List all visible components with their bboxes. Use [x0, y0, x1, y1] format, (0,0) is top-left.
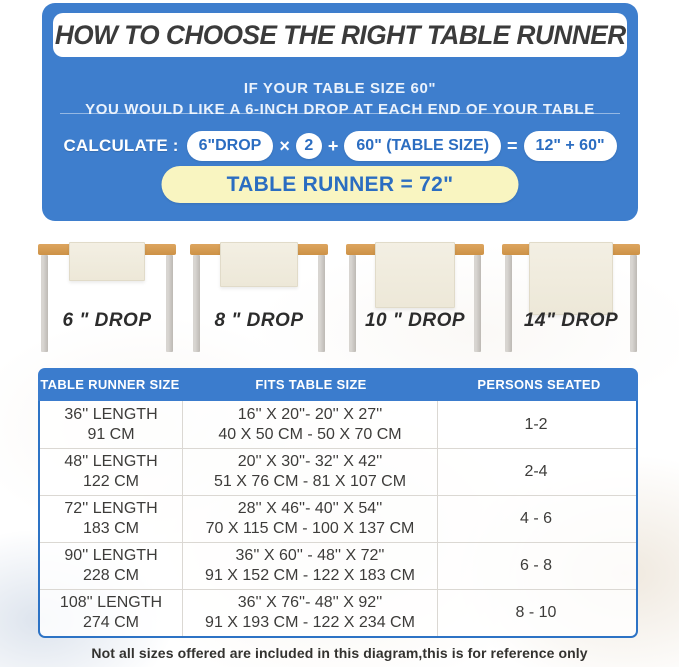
fits-size-cm: 91 X 193 CM - 122 X 234 CM: [205, 614, 415, 631]
table-row: [40, 448, 636, 495]
runner-size-cell: [40, 449, 182, 495]
size-table: [38, 368, 638, 638]
multiplier-circle: 2: [296, 133, 322, 159]
column-header-persons: PERSONS SEATED: [477, 377, 601, 392]
page-title: HOW TO CHOOSE THE RIGHT TABLE RUNNER: [54, 19, 626, 50]
drop-label: 14" DROP: [523, 310, 619, 331]
column-header-runner-size: TABLE RUNNER SIZE: [40, 377, 180, 392]
fits-size-in: 16'' X 20''- 20'' X 27'': [237, 405, 383, 423]
runner-length-in: 48'' LENGTH: [64, 453, 158, 470]
footnote: Not all sizes offered are included in this diagram,this is for reference only: [91, 645, 588, 661]
runner-size-cell: [40, 496, 182, 542]
table-figure-6in: [38, 244, 176, 354]
runner-length-cm: 274 CM: [82, 614, 140, 631]
runner-drape: [375, 242, 455, 308]
table-row: [40, 495, 636, 542]
plus-sign: +: [327, 135, 339, 156]
runner-size-cell: [40, 401, 182, 448]
table-figure-10in: [346, 244, 484, 354]
calculate-label: CALCULATE :: [63, 136, 179, 155]
fits-size-cm: 51 X 76 CM - 81 X 107 CM: [213, 473, 407, 490]
fits-size-cell: [182, 401, 438, 448]
runner-drape: [220, 242, 298, 287]
runner-length-cm: 228 CM: [82, 567, 140, 584]
drop-label: 6 " DROP: [62, 310, 152, 331]
header-panel: [42, 3, 638, 221]
table-figure-8in: [190, 244, 328, 354]
fits-size-cell: [182, 590, 438, 636]
table-row: [40, 589, 636, 636]
equals-sign: =: [507, 135, 518, 156]
table-row: [40, 401, 636, 448]
column-header-fits-table: FITS TABLE SIZE: [255, 377, 367, 392]
multiply-sign: ×: [279, 135, 290, 156]
runner-length-in: 108'' LENGTH: [59, 594, 163, 611]
runner-size-cell: [40, 590, 182, 636]
persons-cell: 6 - 8: [519, 557, 552, 574]
fits-size-in: 36'' X 60'' - 48'' X 72'': [235, 547, 385, 564]
runner-length-in: 72'' LENGTH: [64, 500, 158, 517]
runner-length-cm: 91 CM: [87, 425, 135, 443]
table-leg: [318, 255, 325, 352]
drop-label: 8 " DROP: [214, 310, 304, 331]
table-leg: [41, 255, 48, 352]
runner-size-cell: [40, 543, 182, 589]
table-leg: [349, 255, 356, 352]
table-leg: [193, 255, 200, 352]
title-banner: [53, 13, 627, 57]
runner-length-cm: 183 CM: [82, 520, 140, 537]
drop-label: 10 " DROP: [364, 310, 466, 331]
sum-pill: 12" + 60": [524, 131, 617, 161]
fits-size-cell: [182, 496, 438, 542]
fits-size-in: 20'' X 30''- 32'' X 42'': [237, 453, 383, 470]
size-table-body: [38, 401, 638, 638]
formula-row: [42, 131, 638, 161]
fits-size-cell: [182, 543, 438, 589]
persons-cell: 8 - 10: [515, 604, 557, 621]
fits-size-cm: 70 X 115 CM - 100 X 137 CM: [205, 520, 415, 537]
runner-length-in: 90'' LENGTH: [64, 547, 158, 564]
drop-diagram: [0, 244, 679, 364]
table-row: [40, 542, 636, 589]
header-divider: [60, 113, 620, 114]
table-leg: [630, 255, 637, 352]
result-pill: [162, 166, 519, 203]
table-figure-14in: [502, 244, 640, 354]
result-text: TABLE RUNNER = 72": [226, 172, 454, 196]
drop-pill: 6"DROP: [187, 131, 274, 161]
fits-size-cm: 40 X 50 CM - 50 X 70 CM: [218, 425, 402, 443]
runner-drape: [69, 242, 145, 281]
fits-size-cell: [182, 449, 438, 495]
table-leg: [166, 255, 173, 352]
subtitle-line-1: IF YOUR TABLE SIZE 60": [243, 80, 437, 97]
fits-size-cm: 91 X 152 CM - 122 X 183 CM: [205, 567, 415, 584]
size-table-header: [38, 368, 638, 401]
persons-cell: 4 - 6: [519, 510, 552, 527]
persons-cell: 2-4: [524, 463, 548, 480]
subtitle-line-2: YOU WOULD LIKE A 6-INCH DROP AT EACH END OF YOUR TABLE: [85, 101, 595, 118]
table-leg: [505, 255, 512, 352]
runner-drape: [529, 242, 613, 315]
table-leg: [474, 255, 481, 352]
fits-size-in: 28'' X 46''- 40'' X 54'': [237, 500, 383, 517]
persons-cell: 1-2: [524, 415, 548, 433]
runner-length-in: 36'' LENGTH: [64, 405, 158, 423]
fits-size-in: 36'' X 76''- 48'' X 92'': [237, 594, 383, 611]
runner-length-cm: 122 CM: [82, 473, 140, 490]
table-size-pill: 60" (TABLE SIZE): [344, 131, 501, 161]
